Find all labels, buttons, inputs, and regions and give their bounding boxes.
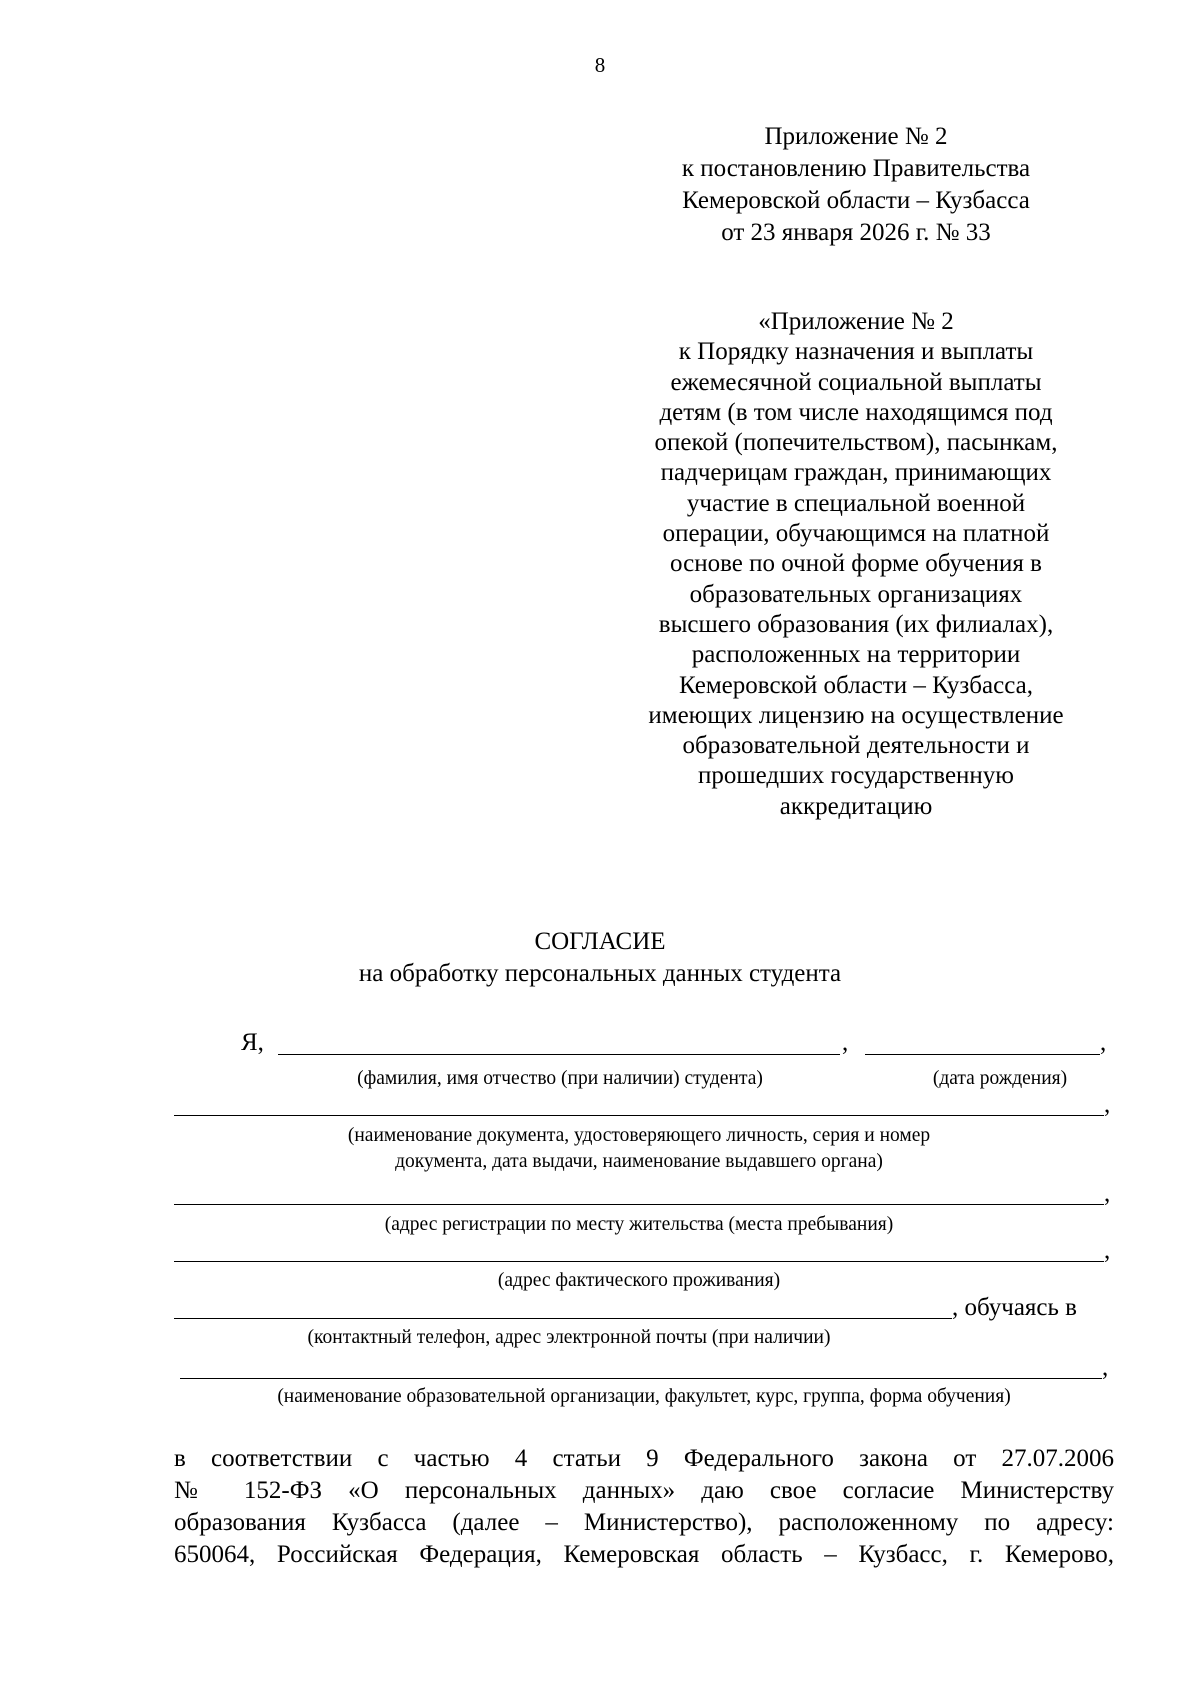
identity-document-field[interactable] bbox=[174, 1115, 1104, 1116]
appendix-inner-line: расположенных на территории bbox=[691, 641, 1021, 669]
appendix-inner-line: участие в специальной военной bbox=[686, 489, 1026, 517]
appendix-inner-line: операции, обучающимся на платной bbox=[662, 520, 1050, 548]
appendix-inner-line: имеющих лицензию на осуществление bbox=[648, 701, 1064, 729]
title-main: СОГЛАСИЕ bbox=[534, 928, 666, 955]
appendix-inner-line: к Порядку назначения и выплаты bbox=[678, 338, 1034, 366]
appendix-inner-line: высшего образования (их филиалах), bbox=[658, 610, 1054, 638]
appendix-header-line: Приложение № 2 bbox=[764, 123, 948, 150]
registration-address-field[interactable] bbox=[174, 1204, 1104, 1205]
contact-field[interactable] bbox=[174, 1318, 952, 1319]
body-line: 650064, Российская Федерация, Кемеровская область – Кузбасс, г. Кемерово, bbox=[174, 1541, 1114, 1568]
comma: , bbox=[1100, 1029, 1107, 1056]
comma: , bbox=[1104, 1091, 1111, 1118]
appendix-inner-line: аккредитацию bbox=[779, 792, 933, 820]
comma: , bbox=[1104, 1180, 1111, 1207]
appendix-header bbox=[596, 121, 1116, 249]
appendix-inner-line: «Приложение № 2 bbox=[758, 308, 954, 335]
appendix-inner-line: падчерицам граждан, принимающих bbox=[660, 459, 1052, 487]
caption-actual-address: (адрес фактического проживания) bbox=[497, 1270, 781, 1291]
body-line: в соответствии с частью 4 статьи 9 Федерального закона от 27.07.2006 bbox=[174, 1445, 1114, 1472]
caption-document: документа, дата выдачи, наименование выдавшего органа) bbox=[395, 1151, 883, 1172]
birth-date-field[interactable] bbox=[865, 1054, 1100, 1055]
title-sub: на обработку персональных данных студента bbox=[358, 960, 842, 987]
appendix-inner-line: детям (в том числе находящимся под bbox=[659, 398, 1053, 426]
name-field[interactable] bbox=[278, 1054, 840, 1055]
actual-address-field[interactable] bbox=[174, 1261, 1104, 1262]
organization-field[interactable] bbox=[180, 1378, 1102, 1379]
comma: , bbox=[1104, 1237, 1111, 1264]
caption-contact: (контактный телефон, адрес электронной почты (при наличии) bbox=[307, 1327, 831, 1348]
appendix-inner bbox=[596, 307, 1116, 822]
comma: , bbox=[1102, 1354, 1109, 1381]
document-title bbox=[0, 926, 1200, 990]
caption-birth: (дата рождения) bbox=[932, 1068, 1068, 1089]
page-number: 8 bbox=[594, 53, 606, 77]
appendix-inner-line: ежемесячной социальной выплаты bbox=[670, 368, 1042, 396]
appendix-inner-line: образовательных организациях bbox=[689, 580, 1023, 608]
caption-organization: (наименование образовательной организации, факультет, курс, группа, форма обучения) bbox=[277, 1386, 1011, 1407]
appendix-inner-line: основе по очной форме обучения в bbox=[670, 550, 1042, 578]
caption-registration: (адрес регистрации по месту жительства (места пребывания) bbox=[384, 1214, 894, 1235]
appendix-inner-line: прошедших государственную bbox=[698, 762, 1014, 790]
body-line: № 152-ФЗ «О персональных данных» даю свое согласие Министерству bbox=[174, 1477, 1114, 1504]
appendix-header-line: к постановлению Правительства bbox=[681, 155, 1031, 182]
appendix-inner-line: Кемеровской области – Кузбасса, bbox=[679, 671, 1033, 699]
appendix-header-line: Кемеровской области – Кузбасса bbox=[682, 187, 1030, 214]
comma: , bbox=[842, 1029, 849, 1056]
form-prefix: Я, bbox=[241, 1029, 264, 1056]
appendix-inner-line: образовательной деятельности и bbox=[682, 732, 1030, 760]
body-line: образования Кузбасса (далее – Министерство), расположенному по адресу: bbox=[174, 1509, 1114, 1536]
consent-body bbox=[174, 1443, 1114, 1571]
studying-label: , обучаясь в bbox=[952, 1294, 1077, 1321]
appendix-inner-line: опекой (попечительством), пасынкам, bbox=[654, 429, 1058, 457]
caption-document: (наименование документа, удостоверяющего личность, серия и номер bbox=[347, 1125, 931, 1146]
appendix-header-line: от 23 января 2026 г. № 33 bbox=[721, 219, 991, 246]
caption-name: (фамилия, имя отчество (при наличии) студента) bbox=[357, 1068, 763, 1089]
